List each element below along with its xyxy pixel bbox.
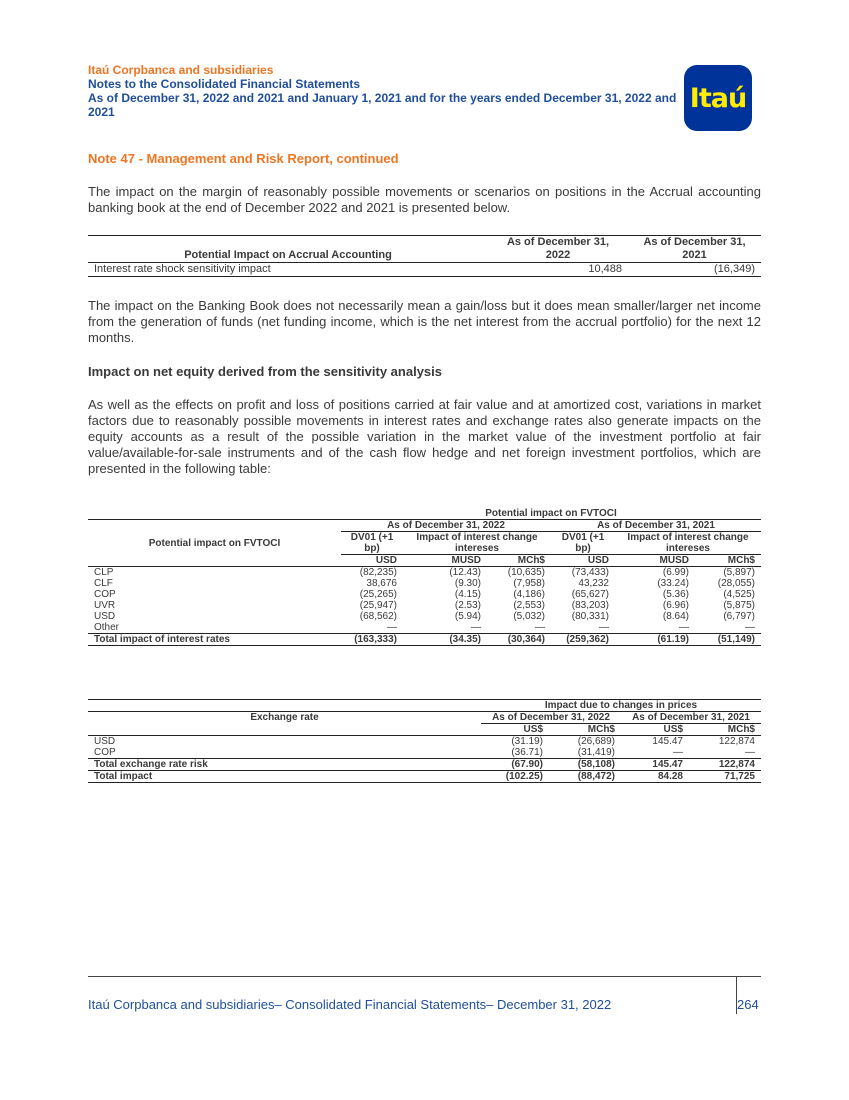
cell-value: (26,689) bbox=[577, 736, 615, 747]
cell-value: (73,433) bbox=[571, 567, 609, 578]
cell-value: (9.30) bbox=[454, 578, 481, 589]
cell-value: 122,874 bbox=[718, 759, 755, 770]
cell-value: (31,419) bbox=[577, 747, 615, 758]
cell-value: (163,333) bbox=[354, 634, 397, 645]
paragraph-accrual: The impact on the margin of reasonably possible movements or scenarios on positions in the Accrual accounting banking book at the end of December 2022 and 2021 is presented below. bbox=[88, 184, 761, 215]
table-row bbox=[88, 263, 761, 277]
cell-value: (65,627) bbox=[571, 589, 609, 600]
cell-value: (2,553) bbox=[513, 600, 545, 611]
table-row bbox=[88, 736, 761, 748]
table-row bbox=[88, 567, 761, 579]
fvtoci-period-2022: As of December 31, 2022 bbox=[341, 520, 551, 532]
cell-value: (25,265) bbox=[359, 589, 397, 600]
cell-value: (5,032) bbox=[513, 611, 545, 622]
cell-value: (28,055) bbox=[717, 578, 755, 589]
total-row bbox=[88, 771, 761, 783]
row-label: USD bbox=[94, 611, 116, 622]
cell-value: 43,232 bbox=[578, 578, 609, 589]
cell-value: (7,958) bbox=[513, 578, 545, 589]
cell-value: (61.19) bbox=[657, 634, 689, 645]
accrual-col-2022: As of December 31, 2022 bbox=[506, 236, 610, 261]
row-label: CLF bbox=[94, 578, 113, 589]
table-row bbox=[88, 611, 761, 622]
impact-header-2021: Impact of interest change intereses bbox=[615, 532, 761, 555]
cell-value: 145.47 bbox=[652, 759, 683, 770]
cell-value: (5.36) bbox=[662, 589, 689, 600]
cell-value: (33.24) bbox=[657, 578, 689, 589]
impact-header-2022: Impact of interest change intereses bbox=[403, 532, 551, 555]
cell-value: (88,472) bbox=[577, 771, 615, 782]
unit-header: MCh$ bbox=[587, 724, 615, 735]
cell-value: (5,875) bbox=[723, 600, 755, 611]
cell-value: (30,364) bbox=[507, 634, 545, 645]
unit-header: USD bbox=[375, 555, 397, 566]
row-label: Total impact bbox=[94, 771, 153, 782]
cell-value: (8.64) bbox=[662, 611, 689, 622]
cell-value: 122,874 bbox=[718, 736, 755, 747]
cell-value: (102.25) bbox=[505, 771, 543, 782]
cell-value: (12.43) bbox=[449, 567, 481, 578]
unit-header: MCh$ bbox=[727, 555, 755, 566]
cell-value: (83,203) bbox=[571, 600, 609, 611]
unit-header: MCh$ bbox=[517, 555, 545, 566]
accrual-impact-table bbox=[88, 235, 761, 277]
fvtoci-period-2021: As of December 31, 2021 bbox=[551, 520, 761, 532]
footer-divider bbox=[88, 976, 761, 977]
footer-text: Itaú Corpbanca and subsidiaries– Consolidated Financial Statements– December 31, 2022 bbox=[88, 997, 612, 1012]
cell-value: (31.19) bbox=[511, 736, 543, 747]
cell-value: (51,149) bbox=[717, 634, 755, 645]
dv01-header-2022: DV01 (+1 bp) bbox=[341, 532, 403, 555]
cell-value: (82,235) bbox=[359, 567, 397, 578]
row-label: USD bbox=[94, 736, 116, 747]
fx-super-header: Impact due to changes in prices bbox=[544, 700, 698, 711]
cell-value: (67.90) bbox=[511, 759, 543, 770]
unit-header: MCh$ bbox=[727, 724, 755, 735]
cell-value: (259,362) bbox=[566, 634, 609, 645]
cell-value: (25,947) bbox=[359, 600, 397, 611]
fx-period-2022: As of December 31, 2022 bbox=[481, 712, 621, 724]
table-row bbox=[88, 578, 761, 589]
fvtoci-super-header: Potential impact on FVTOCI bbox=[485, 508, 617, 519]
cell-value: 10,488 bbox=[588, 263, 622, 275]
paragraph-equity: As well as the effects on profit and loss of positions carried at fair value and at amortized cost, variations in market factors due to reasonably possible movements in interest rates and exchange rates also generate impacts on the equity accounts as a result of the possible variation in the market value of the investment portfolio at fair value/available-for-sale instruments and of the cash flow hedge and net foreign investment portfolios, which are presented in the following table: bbox=[88, 397, 761, 476]
table-row bbox=[88, 622, 761, 634]
unit-header: USD bbox=[587, 555, 609, 566]
cell-value: (5.94) bbox=[454, 611, 481, 622]
cell-value: — bbox=[745, 747, 755, 758]
fvtoci-row-header: Potential impact on FVTOCI bbox=[88, 520, 341, 567]
table-row bbox=[88, 600, 761, 611]
cell-value: 38,676 bbox=[366, 578, 397, 589]
dv01-header-2021: DV01 (+1 bp) bbox=[551, 532, 615, 555]
row-label: Other bbox=[94, 622, 120, 633]
logo-text: Itaú bbox=[689, 82, 747, 114]
row-label: Total impact of interest rates bbox=[94, 634, 230, 645]
cell-value: (6.99) bbox=[662, 567, 689, 578]
cell-value: — bbox=[745, 622, 755, 633]
itau-logo bbox=[684, 65, 752, 131]
cell-value: (10,635) bbox=[507, 567, 545, 578]
total-row bbox=[88, 634, 761, 646]
header-company: Itaú Corpbanca and subsidiaries bbox=[88, 63, 274, 77]
cell-value: (16,349) bbox=[714, 263, 755, 275]
note-title: Note 47 - Management and Risk Report, continued bbox=[88, 151, 399, 166]
cell-value: — bbox=[599, 622, 609, 633]
cell-value: — bbox=[679, 622, 689, 633]
cell-value: (36.71) bbox=[511, 747, 543, 758]
cell-value: (80,331) bbox=[571, 611, 609, 622]
header-period: As of December 31, 2022 and 2021 and January 1, 2021 and for the years ended December 31, 2022 and 2021 bbox=[88, 91, 677, 119]
cell-value: (4.15) bbox=[454, 589, 481, 600]
row-label: Interest rate shock sensitivity impact bbox=[94, 263, 271, 275]
cell-value: — bbox=[471, 622, 481, 633]
exchange-rate-table bbox=[88, 699, 761, 783]
accrual-col-label: Potential Impact on Accrual Accounting bbox=[184, 249, 392, 261]
cell-value: 84.28 bbox=[657, 771, 683, 782]
paragraph-banking-book: The impact on the Banking Book does not necessarily mean a gain/loss but it does mean smaller/larger net income from the generation of funds (net funding income, which is the net interest from the accrual portfolio) for the next 12 months. bbox=[88, 298, 761, 345]
cell-value: (34.35) bbox=[449, 634, 481, 645]
cell-value: (58,108) bbox=[577, 759, 615, 770]
total-row bbox=[88, 759, 761, 771]
cell-value: (6.96) bbox=[662, 600, 689, 611]
row-label: COP bbox=[94, 747, 116, 758]
cell-value: — bbox=[387, 622, 397, 633]
fvtoci-table bbox=[88, 508, 761, 646]
cell-value: (4,525) bbox=[723, 589, 755, 600]
table-row bbox=[88, 589, 761, 600]
fx-period-2021: As of December 31, 2021 bbox=[621, 712, 761, 724]
page-number: 264 bbox=[737, 997, 759, 1012]
header-notes: Notes to the Consolidated Financial Statements bbox=[88, 77, 361, 91]
cell-value: 145.47 bbox=[652, 736, 683, 747]
document-header bbox=[88, 63, 688, 119]
unit-header: US$ bbox=[523, 724, 543, 735]
row-label: COP bbox=[94, 589, 116, 600]
unit-header: MUSD bbox=[659, 555, 689, 566]
row-label: Total exchange rate risk bbox=[94, 759, 208, 770]
table-row bbox=[88, 747, 761, 759]
row-label: CLP bbox=[94, 567, 114, 578]
cell-value: (2.53) bbox=[454, 600, 481, 611]
section-subheading: Impact on net equity derived from the sensitivity analysis bbox=[88, 364, 442, 379]
accrual-col-2021: As of December 31, 2021 bbox=[643, 236, 746, 261]
cell-value: — bbox=[673, 747, 683, 758]
cell-value: 71,725 bbox=[724, 771, 755, 782]
cell-value: (4,186) bbox=[513, 589, 545, 600]
fx-row-header: Exchange rate bbox=[88, 712, 481, 736]
cell-value: (5,897) bbox=[723, 567, 755, 578]
unit-header: US$ bbox=[663, 724, 683, 735]
row-label: UVR bbox=[94, 600, 116, 611]
cell-value: — bbox=[535, 622, 545, 633]
cell-value: (68,562) bbox=[359, 611, 397, 622]
unit-header: MUSD bbox=[451, 555, 481, 566]
cell-value: (6,797) bbox=[723, 611, 755, 622]
